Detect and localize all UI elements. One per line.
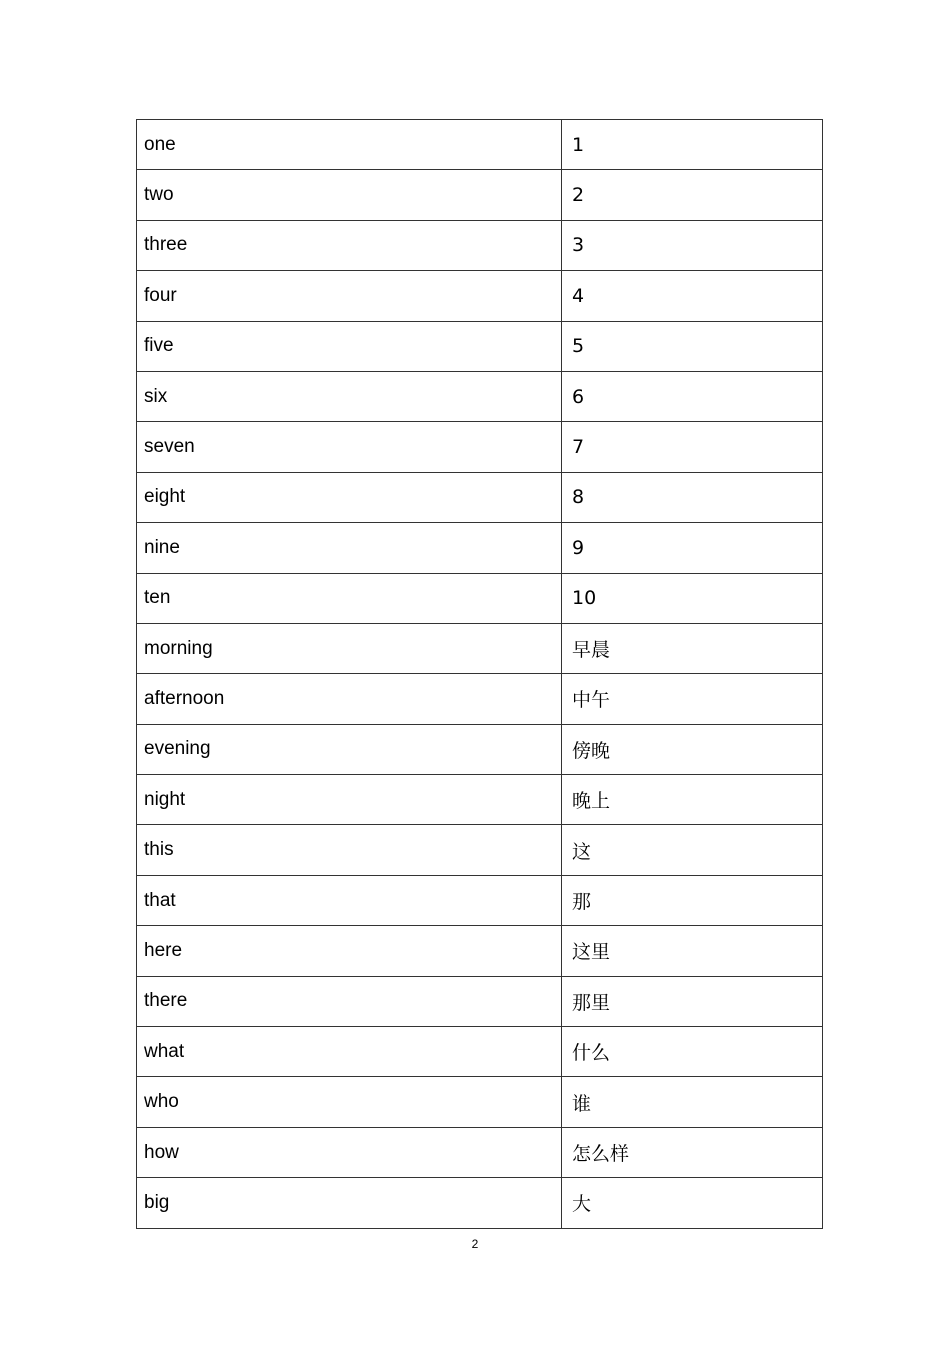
translation-cell: 怎么样 — [562, 1127, 823, 1177]
english-word-cell: two — [137, 170, 562, 220]
translation-cell: 8 — [562, 472, 823, 522]
table-row — [137, 1077, 823, 1127]
translation-cell: 3 — [562, 220, 823, 270]
translation-cell: 6 — [562, 371, 823, 421]
vocabulary-table-body — [137, 120, 823, 1229]
english-word-cell: there — [137, 976, 562, 1026]
english-word-cell: this — [137, 825, 562, 875]
english-word-cell: who — [137, 1077, 562, 1127]
table-row — [137, 422, 823, 472]
english-word-cell: eight — [137, 472, 562, 522]
english-word-cell: three — [137, 220, 562, 270]
translation-cell: 2 — [562, 170, 823, 220]
english-word-cell: how — [137, 1127, 562, 1177]
table-row — [137, 1027, 823, 1077]
table-row — [137, 170, 823, 220]
translation-cell: 7 — [562, 422, 823, 472]
translation-cell: 那里 — [562, 976, 823, 1026]
translation-cell: 什么 — [562, 1027, 823, 1077]
table-row — [137, 271, 823, 321]
translation-cell: 4 — [562, 271, 823, 321]
translation-cell: 那 — [562, 875, 823, 925]
table-row — [137, 976, 823, 1026]
translation-cell: 中午 — [562, 674, 823, 724]
english-word-cell: one — [137, 120, 562, 170]
translation-cell: 10 — [562, 573, 823, 623]
english-word-cell: evening — [137, 724, 562, 774]
translation-cell: 晚上 — [562, 775, 823, 825]
translation-cell: 这里 — [562, 926, 823, 976]
translation-cell: 傍晚 — [562, 724, 823, 774]
translation-cell: 早晨 — [562, 623, 823, 673]
english-word-cell: five — [137, 321, 562, 371]
english-word-cell: four — [137, 271, 562, 321]
english-word-cell: six — [137, 371, 562, 421]
table-row — [137, 623, 823, 673]
english-word-cell: morning — [137, 623, 562, 673]
english-word-cell: that — [137, 875, 562, 925]
table-row — [137, 371, 823, 421]
table-row — [137, 120, 823, 170]
page-number: 2 — [471, 1237, 479, 1251]
translation-cell: 大 — [562, 1178, 823, 1228]
translation-cell: 1 — [562, 120, 823, 170]
english-word-cell: nine — [137, 523, 562, 573]
english-word-cell: here — [137, 926, 562, 976]
table-row — [137, 523, 823, 573]
english-word-cell: big — [137, 1178, 562, 1228]
english-word-cell: night — [137, 775, 562, 825]
english-word-cell: seven — [137, 422, 562, 472]
table-row — [137, 1178, 823, 1228]
translation-cell: 5 — [562, 321, 823, 371]
english-word-cell: ten — [137, 573, 562, 623]
table-row — [137, 674, 823, 724]
translation-cell: 谁 — [562, 1077, 823, 1127]
table-row — [137, 220, 823, 270]
vocabulary-table — [136, 119, 823, 1229]
table-row — [137, 321, 823, 371]
table-row — [137, 472, 823, 522]
translation-cell: 这 — [562, 825, 823, 875]
table-row — [137, 724, 823, 774]
translation-cell: 9 — [562, 523, 823, 573]
table-row — [137, 573, 823, 623]
table-row — [137, 926, 823, 976]
table-row — [137, 1127, 823, 1177]
table-row — [137, 775, 823, 825]
english-word-cell: afternoon — [137, 674, 562, 724]
table-row — [137, 875, 823, 925]
english-word-cell: what — [137, 1027, 562, 1077]
table-row — [137, 825, 823, 875]
